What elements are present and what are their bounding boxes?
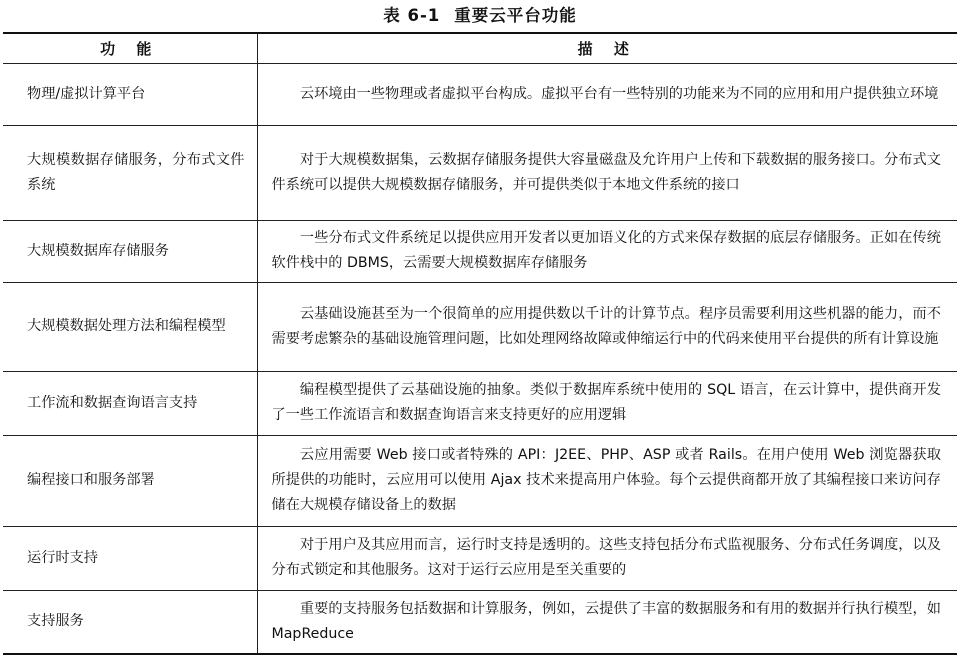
table-row: [3, 125, 957, 220]
description-cell: 云基础设施甚至为一个很简单的应用提供数以千计的计算节点。程序员需要利用这些机器的能力，而不需要考虑繁杂的基础设施管理问题，比如处理网络故障或伸缩运行中的代码来使用平台提供的所有计算设施: [257, 282, 957, 371]
table-row: [3, 282, 957, 371]
table-row: [3, 435, 957, 526]
functions-table: [3, 32, 957, 655]
description-cell: 编程模型提供了云基础设施的抽象。类似于数据库系统中使用的 SQL 语言，在云计算中，提供商开发了一些工作流语言和数据查询语言来支持更好的应用逻辑: [257, 371, 957, 435]
function-cell: 运行时支持: [3, 526, 257, 590]
function-cell: 编程接口和服务部署: [3, 435, 257, 526]
table-row: [3, 371, 957, 435]
description-cell: 重要的支持服务包括数据和计算服务，例如，云提供了丰富的数据服务和有用的数据并行执行模型，如 MapReduce: [257, 590, 957, 654]
function-cell: 大规模数据存储服务，分布式文件系统: [3, 125, 257, 220]
function-cell: 支持服务: [3, 590, 257, 654]
table-row: [3, 63, 957, 125]
function-cell: 大规模数据库存储服务: [3, 220, 257, 282]
table-row: [3, 590, 957, 654]
description-cell: 云应用需要 Web 接口或者特殊的 API：J2EE、PHP、ASP 或者 Rails。在用户使用 Web 浏览器获取所提供的功能时，云应用可以使用 Ajax 技术来提高用户体验。每个云提供商都开放了其编程接口来访问存储在大规模存储设备上的数据: [257, 435, 957, 526]
table-number: 表 6-1: [383, 6, 441, 25]
description-cell: 云环境由一些物理或者虚拟平台构成。虚拟平台有一些特别的功能来为不同的应用和用户提供独立环境: [257, 63, 957, 125]
description-cell: 对于大规模数据集，云数据存储服务提供大容量磁盘及允许用户上传和下载数据的服务接口。分布式文件系统可以提供大规模数据存储服务，并可提供类似于本地文件系统的接口: [257, 125, 957, 220]
table-title: 重要云平台功能: [454, 6, 577, 25]
table-header-row: [3, 33, 957, 63]
table-row: [3, 526, 957, 590]
table-caption: [0, 2, 960, 30]
table-row: [3, 220, 957, 282]
function-cell: 物理/虚拟计算平台: [3, 63, 257, 125]
description-cell: 一些分布式文件系统足以提供应用开发者以更加语义化的方式来保存数据的底层存储服务。正如在传统软件栈中的 DBMS，云需要大规模数据库存储服务: [257, 220, 957, 282]
header-description: 描 述: [257, 33, 957, 63]
function-cell: 工作流和数据查询语言支持: [3, 371, 257, 435]
description-cell: 对于用户及其应用而言，运行时支持是透明的。这些支持包括分布式监视服务、分布式任务调度，以及分布式锁定和其他服务。这对于运行云应用是至关重要的: [257, 526, 957, 590]
header-function: 功 能: [3, 33, 257, 63]
function-cell: 大规模数据处理方法和编程模型: [3, 282, 257, 371]
